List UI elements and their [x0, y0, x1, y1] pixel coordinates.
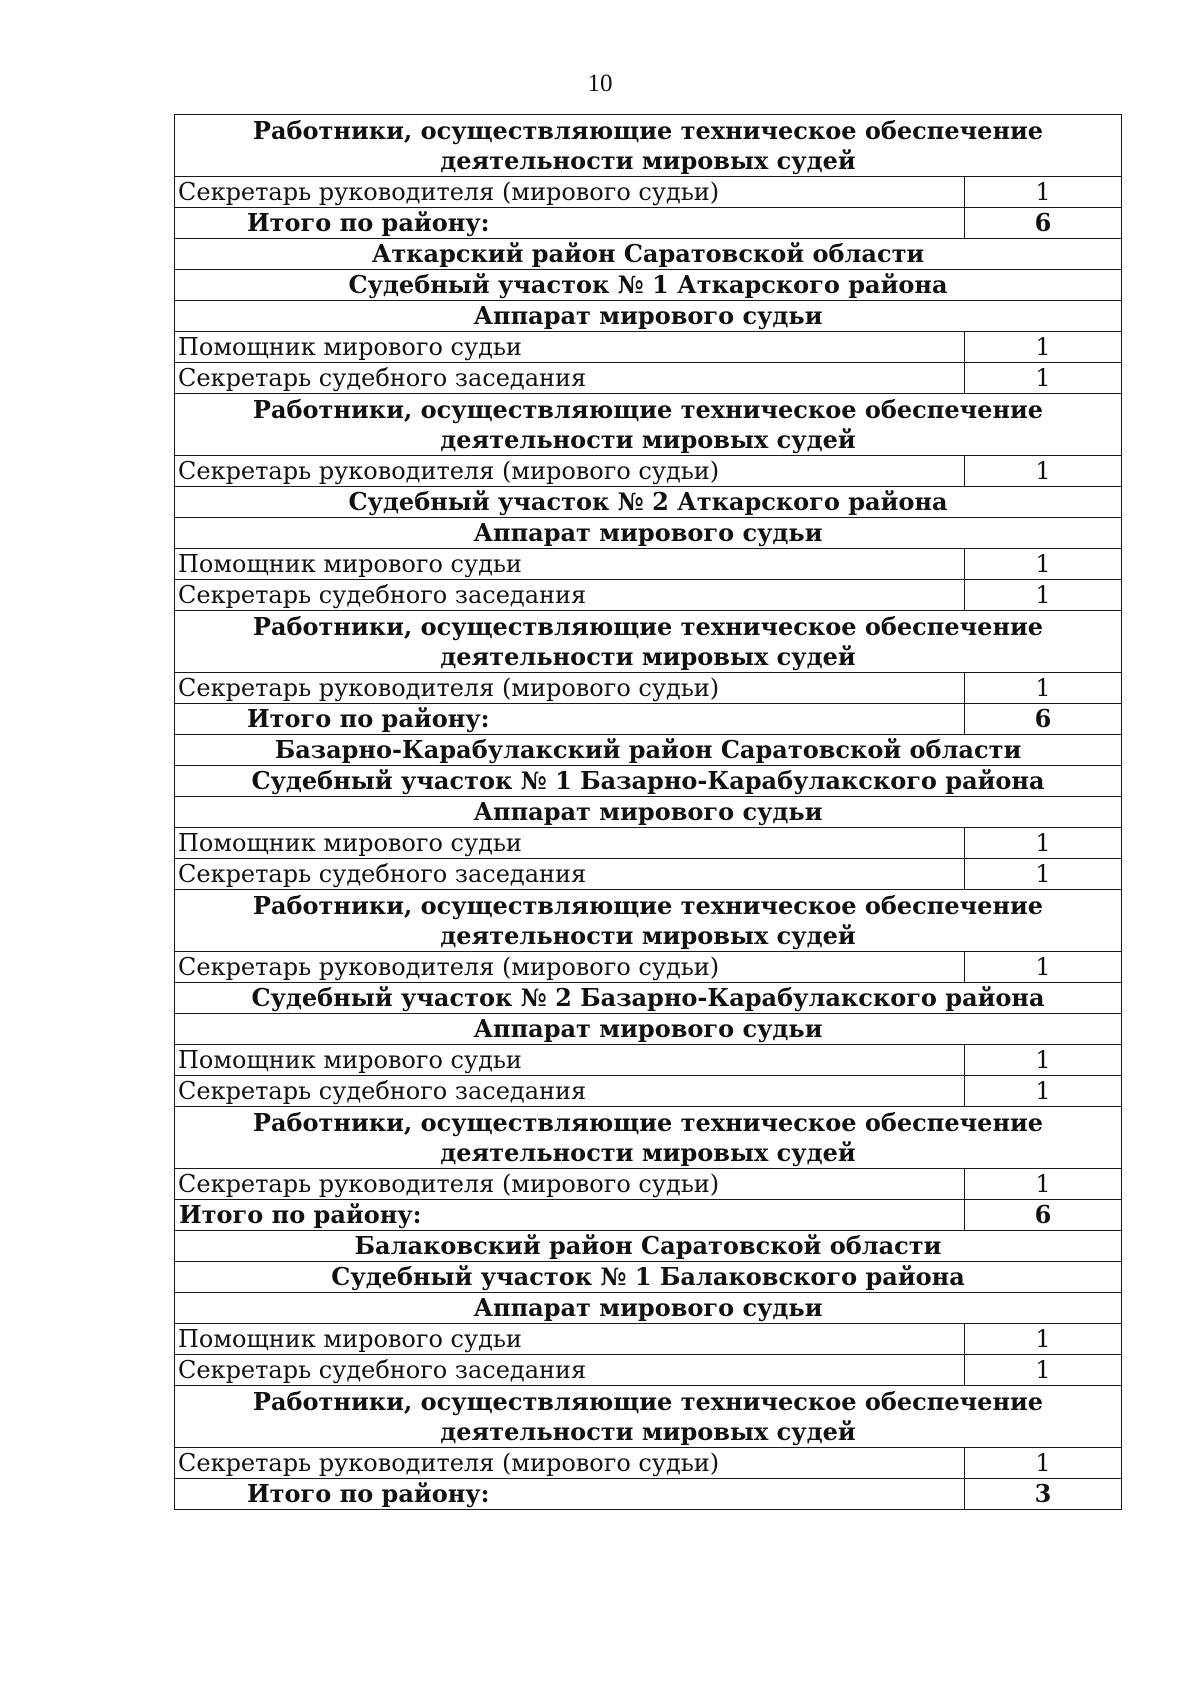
position-name: Секретарь руководителя (мирового судьи) — [175, 456, 965, 487]
court-site-heading-row — [175, 487, 1122, 518]
district-heading-text: Аткарский район Саратовской области — [175, 239, 1122, 270]
district-total-row — [175, 1200, 1122, 1231]
position-name: Секретарь судебного заседания — [175, 1355, 965, 1386]
court-site-heading-text: Судебный участок № 1 Базарно-Карабулакского района — [175, 766, 1122, 797]
position-row — [175, 456, 1122, 487]
position-name: Помощник мирового судьи — [175, 828, 965, 859]
court-site-heading-row — [175, 270, 1122, 301]
judge-apparatus-heading-row — [175, 1293, 1122, 1324]
judge-apparatus-heading-text: Аппарат мирового судьи — [175, 797, 1122, 828]
judge-apparatus-heading-row — [175, 797, 1122, 828]
position-name: Секретарь руководителя (мирового судьи) — [175, 952, 965, 983]
position-row — [175, 1169, 1122, 1200]
position-name: Помощник мирового судьи — [175, 332, 965, 363]
position-name: Секретарь судебного заседания — [175, 1076, 965, 1107]
total-label: Итого по району: — [175, 208, 965, 239]
technical-staff-heading-text: Работники, осуществляющие техническое обеспечение деятельности мировых судей — [175, 1107, 1122, 1169]
position-row — [175, 363, 1122, 394]
position-row — [175, 952, 1122, 983]
technical-staff-heading-text: Работники, осуществляющие техническое обеспечение деятельности мировых судей — [175, 394, 1122, 456]
total-label: Итого по району: — [175, 704, 965, 735]
position-name: Секретарь руководителя (мирового судьи) — [175, 177, 965, 208]
technical-staff-heading-row — [175, 611, 1122, 673]
position-count: 1 — [965, 332, 1122, 363]
position-row — [175, 549, 1122, 580]
technical-staff-heading-row — [175, 394, 1122, 456]
court-site-heading-text: Судебный участок № 2 Аткарского района — [175, 487, 1122, 518]
position-name: Помощник мирового судьи — [175, 549, 965, 580]
position-row — [175, 1076, 1122, 1107]
judge-apparatus-heading-text: Аппарат мирового судьи — [175, 301, 1122, 332]
technical-staff-heading-text: Работники, осуществляющие техническое обеспечение деятельности мировых судей — [175, 1386, 1122, 1448]
position-name: Секретарь руководителя (мирового судьи) — [175, 1169, 965, 1200]
technical-staff-heading-row — [175, 890, 1122, 952]
position-count: 1 — [965, 363, 1122, 394]
court-site-heading-text: Судебный участок № 1 Балаковского района — [175, 1262, 1122, 1293]
court-site-heading-row — [175, 1262, 1122, 1293]
court-site-heading-text: Судебный участок № 2 Базарно-Карабулакского района — [175, 983, 1122, 1014]
page-number: 10 — [587, 70, 613, 97]
position-count: 1 — [965, 1448, 1122, 1479]
judge-apparatus-heading-text: Аппарат мирового судьи — [175, 1014, 1122, 1045]
position-count: 1 — [965, 1169, 1122, 1200]
judge-apparatus-heading-row — [175, 518, 1122, 549]
judge-apparatus-heading-text: Аппарат мирового судьи — [175, 1293, 1122, 1324]
judge-apparatus-heading-row — [175, 1014, 1122, 1045]
position-count: 1 — [965, 673, 1122, 704]
position-count: 1 — [965, 1324, 1122, 1355]
position-row — [175, 859, 1122, 890]
position-name: Секретарь судебного заседания — [175, 363, 965, 394]
position-row — [175, 828, 1122, 859]
staffing-table-body — [175, 115, 1122, 1510]
total-label: Итого по району: — [175, 1200, 965, 1231]
total-count: 3 — [965, 1479, 1122, 1510]
district-heading-text: Балаковский район Саратовской области — [175, 1231, 1122, 1262]
district-total-row — [175, 1479, 1122, 1510]
position-row — [175, 1355, 1122, 1386]
position-name: Секретарь судебного заседания — [175, 580, 965, 611]
position-name: Помощник мирового судьи — [175, 1324, 965, 1355]
position-row — [175, 580, 1122, 611]
position-count: 1 — [965, 1045, 1122, 1076]
position-count: 1 — [965, 1076, 1122, 1107]
position-name: Секретарь руководителя (мирового судьи) — [175, 1448, 965, 1479]
position-count: 1 — [965, 456, 1122, 487]
position-row — [175, 1045, 1122, 1076]
technical-staff-heading-text: Работники, осуществляющие техническое обеспечение деятельности мировых судей — [175, 611, 1122, 673]
district-total-row — [175, 208, 1122, 239]
district-heading-row — [175, 1231, 1122, 1262]
technical-staff-heading-row — [175, 1107, 1122, 1169]
position-count: 1 — [965, 549, 1122, 580]
position-row — [175, 177, 1122, 208]
position-count: 1 — [965, 1355, 1122, 1386]
technical-staff-heading-row — [175, 1386, 1122, 1448]
staffing-table — [174, 114, 1122, 1510]
position-row — [175, 332, 1122, 363]
technical-staff-heading-row — [175, 115, 1122, 177]
position-name: Секретарь руководителя (мирового судьи) — [175, 673, 965, 704]
district-heading-row — [175, 735, 1122, 766]
judge-apparatus-heading-row — [175, 301, 1122, 332]
total-count: 6 — [965, 1200, 1122, 1231]
position-row — [175, 1324, 1122, 1355]
position-name: Секретарь судебного заседания — [175, 859, 965, 890]
district-total-row — [175, 704, 1122, 735]
technical-staff-heading-text: Работники, осуществляющие техническое обеспечение деятельности мировых судей — [175, 890, 1122, 952]
position-count: 1 — [965, 580, 1122, 611]
position-count: 1 — [965, 859, 1122, 890]
position-count: 1 — [965, 952, 1122, 983]
position-name: Помощник мирового судьи — [175, 1045, 965, 1076]
judge-apparatus-heading-text: Аппарат мирового судьи — [175, 518, 1122, 549]
district-heading-text: Базарно-Карабулакский район Саратовской области — [175, 735, 1122, 766]
total-count: 6 — [965, 208, 1122, 239]
technical-staff-heading-text: Работники, осуществляющие техническое обеспечение деятельности мировых судей — [175, 115, 1122, 177]
position-row — [175, 1448, 1122, 1479]
court-site-heading-row — [175, 766, 1122, 797]
position-count: 1 — [965, 177, 1122, 208]
total-label: Итого по району: — [175, 1479, 965, 1510]
district-heading-row — [175, 239, 1122, 270]
court-site-heading-row — [175, 983, 1122, 1014]
total-count: 6 — [965, 704, 1122, 735]
position-row — [175, 673, 1122, 704]
position-count: 1 — [965, 828, 1122, 859]
court-site-heading-text: Судебный участок № 1 Аткарского района — [175, 270, 1122, 301]
